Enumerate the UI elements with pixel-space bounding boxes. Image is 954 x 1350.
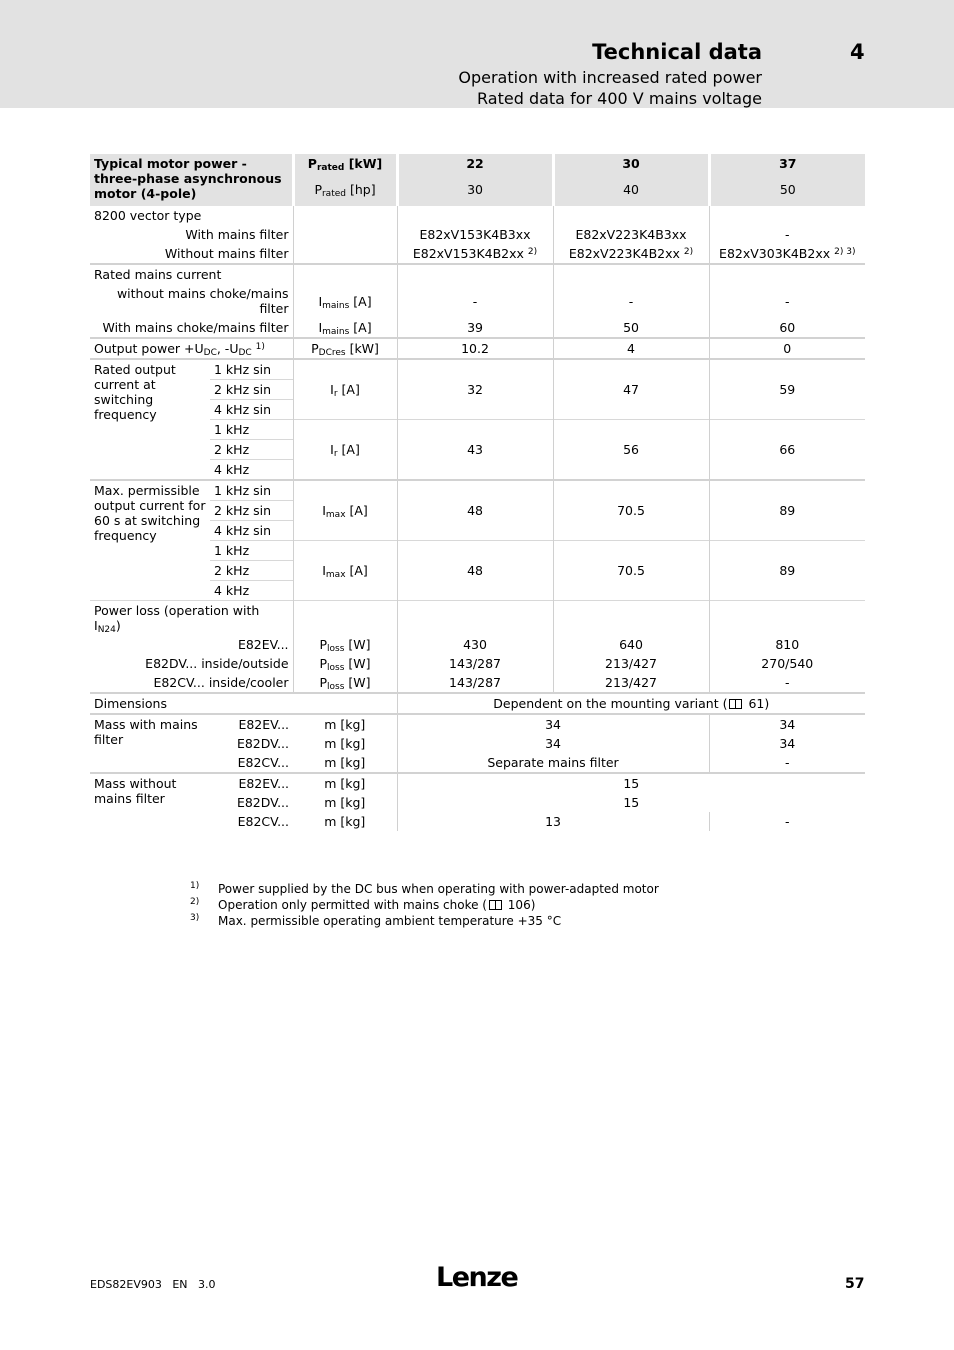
max-3: 89 xyxy=(709,541,865,601)
mass-value: 15 xyxy=(397,793,865,812)
loss-value: 213/427 xyxy=(553,654,709,673)
unit-hp: $P_{rated}$ [hp] xyxy=(293,180,397,206)
loss-value: 143/287 xyxy=(397,673,553,693)
with-mains-filter-row xyxy=(90,225,865,244)
variant-label: E82DV... xyxy=(236,795,290,810)
subsection-title: Rated data for 400 V mains voltage xyxy=(477,89,762,108)
power-loss-row xyxy=(90,601,865,636)
mass-without-ev-row xyxy=(90,773,865,793)
loss-value: - xyxy=(709,673,865,693)
page-number: 57 xyxy=(845,1276,865,1292)
unit-p-loss: $P_{loss}$ [W] xyxy=(293,654,397,673)
mass-value: - xyxy=(709,812,865,831)
rated-output-row-1 xyxy=(90,359,865,380)
unit-mass: m [kg] xyxy=(324,795,366,810)
without-mains-filter-row xyxy=(90,244,865,264)
max-1: 48 xyxy=(397,541,553,601)
max-sin-3: 89 xyxy=(709,480,865,541)
variant-label: E82CV... xyxy=(237,814,290,829)
freq-label: 4 kHz sin xyxy=(210,521,293,541)
rated-2: 56 xyxy=(553,420,709,481)
with-mains-filter-label: With mains filter xyxy=(185,227,289,242)
loss-value: 213/427 xyxy=(553,673,709,693)
power-loss-cv-row xyxy=(90,673,865,693)
rated-sin-2: 47 xyxy=(553,359,709,420)
unit-mass: m [kg] xyxy=(324,814,366,829)
variant-label: E82EV... xyxy=(210,714,293,734)
power-kw-3: 37 xyxy=(709,154,865,180)
footnote-2: 2) Operation only permitted with mains choke ( 106) xyxy=(190,897,536,912)
mass-with-ev-row xyxy=(90,714,865,734)
rated-1: 43 xyxy=(397,420,553,481)
mains-with-2: 50 xyxy=(553,318,709,338)
power-loss-dv-row xyxy=(90,654,865,673)
freq-label: 2 kHz sin xyxy=(210,380,293,400)
unit-p-loss: $P_{loss}$ [W] xyxy=(293,635,397,654)
mains-with-1: 39 xyxy=(397,318,553,338)
mains-current-label: Rated mains current xyxy=(90,264,293,284)
dimensions-row xyxy=(90,693,865,714)
unit-i-r: $I_r$ [A] xyxy=(293,420,397,481)
mass-value: 34 xyxy=(397,734,709,753)
footnote-3: 3) Max. permissible operating ambient temperature +35 °C xyxy=(190,913,562,928)
mains-current-without-row xyxy=(90,284,865,318)
output-power-label: Output power $+U_{DC}$, $-U_{DC}$ $^{1)}$ xyxy=(90,338,293,359)
unit-mass: m [kg] xyxy=(324,736,366,751)
page-title: Technical data xyxy=(592,40,762,64)
power-loss-ev-row xyxy=(90,635,865,654)
freq-label: 4 kHz xyxy=(210,581,293,601)
vector-type-label: 8200 vector type xyxy=(94,208,202,223)
freq-label: 1 kHz sin xyxy=(210,480,293,501)
variant-label: E82CV... inside/cooler xyxy=(153,675,289,690)
max-2: 70.5 xyxy=(553,541,709,601)
footnotes xyxy=(190,881,659,929)
unit-i-max: $I_{max}$ [A] xyxy=(293,541,397,601)
mass-value: Separate mains filter xyxy=(397,753,709,773)
max-output-row-1 xyxy=(90,480,865,501)
type-without-2: E82xV223K4B2xx $^{2)}$ xyxy=(553,244,709,264)
doc-id: EDS82EV903 EN 3.0 xyxy=(90,1278,216,1291)
power-loss-label: Power loss (operation with $I_{N24}$) xyxy=(90,601,293,636)
rated-output-label: Rated output current at switching frequency xyxy=(90,359,210,480)
rated-sin-1: 32 xyxy=(397,359,553,420)
type-with-1: E82xV153K4B3xx xyxy=(397,225,553,244)
power-hp-2: 40 xyxy=(553,180,709,206)
unit-mass: m [kg] xyxy=(293,714,397,734)
mains-without-3: - xyxy=(709,284,865,318)
variant-label: E82EV... xyxy=(237,637,289,652)
mass-with-label: Mass with mains filter xyxy=(90,714,210,773)
header-row-kw xyxy=(90,154,865,180)
loss-value: 270/540 xyxy=(709,654,865,673)
output-power-3: 0 xyxy=(709,338,865,359)
unit-p-loss: $P_{loss}$ [W] xyxy=(293,673,397,693)
unit-p-dcres: $P_{DCres}$ [kW] xyxy=(293,338,397,359)
power-kw-1: 22 xyxy=(397,154,553,180)
power-hp-1: 30 xyxy=(397,180,553,206)
variant-label: E82DV... inside/outside xyxy=(145,656,289,671)
vector-type-row xyxy=(90,206,865,225)
book-icon xyxy=(489,900,502,910)
without-choke-label: without mains choke/mains filter xyxy=(116,286,289,316)
max-sin-1: 48 xyxy=(397,480,553,541)
freq-label: 4 kHz xyxy=(210,460,293,481)
motor-power-label: Typical motor power - three-phase asynchronous motor (4-pole) xyxy=(90,154,293,206)
loss-value: 430 xyxy=(397,635,553,654)
loss-value: 810 xyxy=(709,635,865,654)
without-mains-filter-label: Without mains filter xyxy=(164,246,289,261)
variant-label: E82CV... xyxy=(237,755,290,770)
chapter-number: 4 xyxy=(850,40,865,64)
book-icon xyxy=(729,699,742,709)
mass-value: 34 xyxy=(709,714,865,734)
footnote-1: 1) Power supplied by the DC bus when operating with power-adapted motor xyxy=(190,881,659,896)
max-sin-2: 70.5 xyxy=(553,480,709,541)
power-hp-3: 50 xyxy=(709,180,865,206)
mains-without-2: - xyxy=(553,284,709,318)
mass-value: 34 xyxy=(709,734,865,753)
type-with-3: - xyxy=(709,225,865,244)
unit-mass: m [kg] xyxy=(293,773,397,793)
freq-label: 1 kHz sin xyxy=(210,359,293,380)
mass-value: 13 xyxy=(397,812,709,831)
unit-i-mains: $I_{mains}$ [A] xyxy=(293,284,397,318)
mains-without-1: - xyxy=(397,284,553,318)
freq-label: 2 kHz sin xyxy=(210,501,293,521)
max-output-label: Max. permissible output current for 60 s at switching frequency xyxy=(90,480,210,601)
variant-label: E82DV... xyxy=(236,736,290,751)
type-with-2: E82xV223K4B3xx xyxy=(553,225,709,244)
freq-label: 4 kHz sin xyxy=(210,400,293,420)
lenze-logo: Lenze xyxy=(436,1262,518,1293)
dimensions-value: Dependent on the mounting variant ( 61) xyxy=(397,693,865,714)
type-without-1: E82xV153K4B2xx $^{2)}$ xyxy=(397,244,553,264)
loss-value: 640 xyxy=(553,635,709,654)
mass-value: - xyxy=(709,753,865,773)
unit-mass: m [kg] xyxy=(324,755,366,770)
freq-label: 1 kHz xyxy=(210,541,293,561)
freq-label: 1 kHz xyxy=(210,420,293,440)
section-title: Operation with increased rated power xyxy=(458,68,762,87)
output-power-row xyxy=(90,338,865,359)
rated-3: 66 xyxy=(709,420,865,481)
with-choke-label: With mains choke/mains filter xyxy=(102,320,289,335)
unit-kw: $P_{rated}$ [kW] xyxy=(293,154,397,180)
output-power-1: 10.2 xyxy=(397,338,553,359)
variant-label: E82EV... xyxy=(210,773,293,793)
rated-data-table xyxy=(90,154,865,831)
mass-without-label: Mass without mains filter xyxy=(90,773,210,831)
dimensions-label: Dimensions xyxy=(90,693,397,714)
mains-current-row xyxy=(90,264,865,284)
unit-i-mains: $I_{mains}$ [A] xyxy=(293,318,397,338)
loss-value: 143/287 xyxy=(397,654,553,673)
power-kw-2: 30 xyxy=(553,154,709,180)
mass-value: 34 xyxy=(397,714,709,734)
mains-current-with-row xyxy=(90,318,865,338)
rated-sin-3: 59 xyxy=(709,359,865,420)
freq-label: 2 kHz xyxy=(210,561,293,581)
mains-with-3: 60 xyxy=(709,318,865,338)
type-without-3: E82xV303K4B2xx $^{2) 3)}$ xyxy=(709,244,865,264)
freq-label: 2 kHz xyxy=(210,440,293,460)
unit-i-r: $I_r$ [A] xyxy=(293,359,397,420)
output-power-2: 4 xyxy=(553,338,709,359)
mass-value: 15 xyxy=(397,773,865,793)
unit-i-max: $I_{max}$ [A] xyxy=(293,480,397,541)
